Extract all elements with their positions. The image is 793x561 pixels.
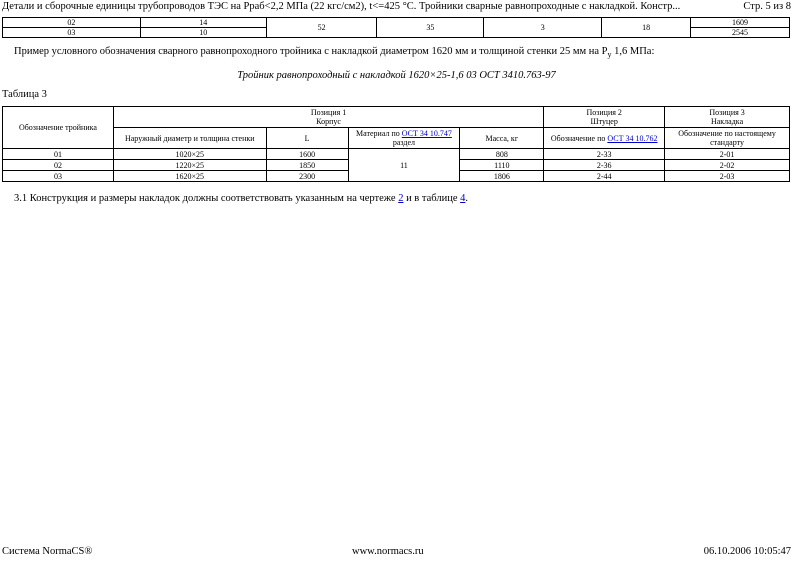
cell-diameter: 1620×25 <box>113 171 266 182</box>
cell-designation: 02 <box>3 160 114 171</box>
cell-diameter: 1020×25 <box>113 149 266 160</box>
continued-table <box>2 17 790 38</box>
cell-designation: 01 <box>3 149 114 160</box>
cell-designation: 03 <box>3 171 114 182</box>
table-row <box>3 149 790 160</box>
header-pos2-prefix: Обозначение по <box>550 133 606 143</box>
footer-datetime: 06.10.2006 10:05:47 <box>703 546 791 557</box>
cell-mass: 1806 <box>460 171 544 182</box>
table-cell: 02 <box>3 18 141 28</box>
cell-diameter: 1220×25 <box>113 160 266 171</box>
table-cell: 10 <box>140 28 266 38</box>
paragraph-text: 3.1 Конструкция и размеры накладок должны соответствовать указанным на чертеже <box>14 193 399 204</box>
footer-site: www.normacs.ru <box>352 546 424 557</box>
cell-mass: 808 <box>460 149 544 160</box>
cell-length: 1600 <box>266 149 348 160</box>
header-position-1 <box>113 107 543 128</box>
ost-34-10-762-link[interactable]: ОСТ 34 10.762 <box>607 133 658 143</box>
header-position-2 <box>544 107 665 128</box>
cell-position-2: 2-44 <box>544 171 665 182</box>
header-diameter: Наружный диаметр и толщина стенки <box>113 128 266 149</box>
table-cell: 2545 <box>691 28 790 38</box>
paragraph-text-end: . <box>465 193 468 204</box>
document-title: Детали и сборочные единицы трубопроводов ТЭС на Рраб<2,2 МПа (22 кгс/см2), t<=425 °С. Тройники сварные равнопроходные с накладкой. Констр... <box>2 1 681 12</box>
header-mass: Масса, кг <box>460 128 544 149</box>
paragraph-3-1 <box>14 193 468 204</box>
drawing-2-link[interactable]: 2 <box>398 193 404 204</box>
example-paragraph <box>14 46 784 59</box>
cell-mass: 1110 <box>460 160 544 171</box>
cell-position-3: 2-03 <box>665 171 790 182</box>
table-cell: 03 <box>3 28 141 38</box>
table-cell: 52 <box>266 18 377 38</box>
example-subscript: у <box>607 50 612 60</box>
header-material <box>348 128 460 149</box>
table-cell: 35 <box>377 18 484 38</box>
table-3 <box>2 106 790 182</box>
header-position-3-subtitle: Накладка <box>710 117 744 126</box>
header-position-3-title: Позиция 3 <box>709 108 745 117</box>
header-position-1-title: Позиция 1 <box>310 108 347 117</box>
page-footer <box>2 546 791 560</box>
header-position-2-designation <box>544 128 665 149</box>
header-position-1-subtitle: Корпус <box>316 117 341 126</box>
table-cell: 14 <box>140 18 266 28</box>
header-length: L <box>266 128 348 149</box>
paragraph-text-middle: и в таблице <box>403 193 461 204</box>
example-text-end: 1,6 МПа: <box>611 46 655 57</box>
cell-length: 2300 <box>266 171 348 182</box>
example-designation: Тройник равнопроходный с накладкой 1620×25-1,6 03 ОСТ 3410.763-97 <box>237 70 556 81</box>
table-4-link[interactable]: 4 <box>460 193 466 204</box>
cell-material: 11 <box>348 149 460 182</box>
cell-position-2: 2-33 <box>544 149 665 160</box>
header-material-prefix: Материал по <box>356 129 400 138</box>
table-caption: Таблица 3 <box>2 89 47 100</box>
table-subheader-row <box>3 128 790 149</box>
header-designation: Обозначение тройника <box>3 107 114 149</box>
table-cell: 3 <box>484 18 602 38</box>
cell-length: 1850 <box>266 160 348 171</box>
header-material-suffix: раздел <box>392 138 416 147</box>
header-position-2-title: Позиция 2 <box>586 108 622 117</box>
header-position-3 <box>665 107 790 128</box>
table-header-row <box>3 107 790 128</box>
footer-system: Система NormaCS® <box>2 546 93 557</box>
cell-position-2: 2-36 <box>544 160 665 171</box>
page-header <box>2 1 791 15</box>
table-row <box>3 18 790 28</box>
page-number: Стр. 5 из 8 <box>743 1 791 12</box>
header-position-2-subtitle: Штуцер <box>590 117 618 126</box>
table-cell: 18 <box>602 18 691 38</box>
table-cell: 1609 <box>691 18 790 28</box>
header-position-3-designation: Обозначение по настоящему стандарту <box>665 128 790 149</box>
cell-position-3: 2-01 <box>665 149 790 160</box>
ost-34-10-747-link[interactable]: ОСТ 34 10.747 <box>401 129 452 138</box>
example-text: Пример условного обозначения сварного равнопроходного тройника с накладкой диаметром 1620 мм и толщиной стенки 25 мм на Р <box>14 46 608 57</box>
cell-position-3: 2-02 <box>665 160 790 171</box>
